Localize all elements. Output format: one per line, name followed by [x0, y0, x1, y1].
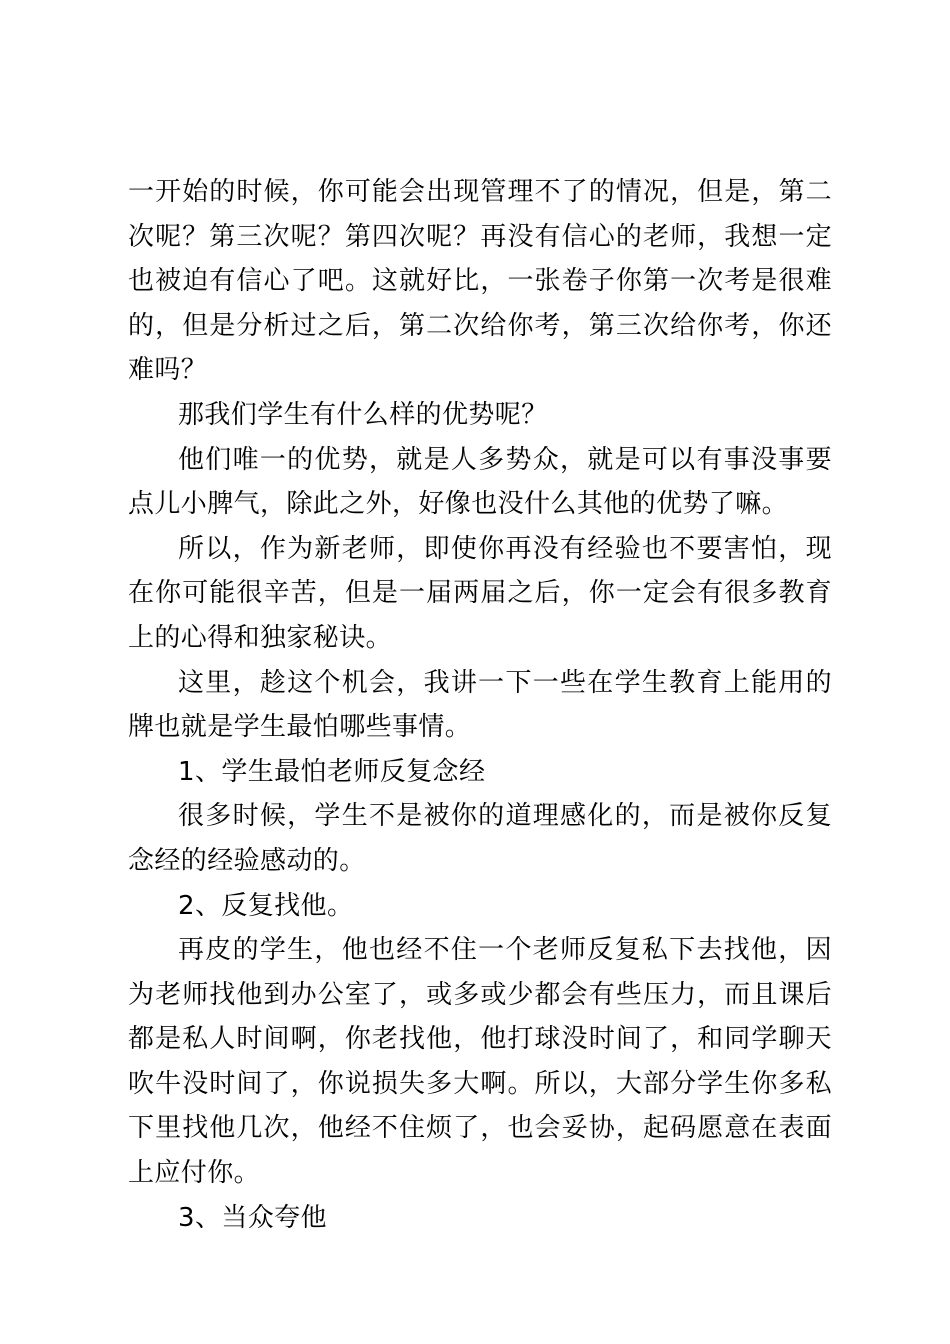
paragraph-question-advantage: 那我们学生有什么样的优势呢？ [178, 399, 548, 430]
paragraph-student-advantage: 他们唯一的优势，就是人多势众，就是可以有事没事要点儿小脾气，除此之外，好像也没什么其他的优势了嘛。 [128, 444, 832, 520]
paragraph-tip-2-body: 再皮的学生，他也经不住一个老师反复私下去找他，因为老师找他到办公室了，或多或少都会有些压力，而且课后都是私人时间啊，你老找他，他打球没时间了，和同学聊天吹牛没时间了，你说损失多大啊。所以，大部分学生你多私下里找他几次，他经不住烦了，也会妥协，起码愿意在表面上应付你。 [128, 935, 832, 1189]
heading-tip-3: 3、当众夸他 [178, 1202, 327, 1233]
paragraph-new-teacher-advice: 所以，作为新老师，即使你再没有经验也不要害怕，现在你可能很辛苦，但是一届两届之后，你一定会有很多教育上的心得和独家秘诀。 [128, 533, 832, 653]
heading-tip-1: 1、学生最怕老师反复念经 [178, 756, 486, 787]
paragraph-tip-1-body: 很多时候，学生不是被你的道理感化的，而是被你反复念经的经验感动的。 [128, 801, 832, 876]
paragraph-intro-tips: 这里，趁这个机会，我讲一下一些在学生教育上能用的牌也就是学生最怕哪些事情。 [128, 667, 832, 743]
heading-tip-2: 2、反复找他。 [178, 890, 354, 921]
document-page [128, 170, 832, 1240]
paragraph-opening: 一开始的时候，你可能会出现管理不了的情况，但是，第二次呢？第三次呢？第四次呢？再没有信心的老师，我想一定也被迫有信心了吧。这就好比，一张卷子你第一次考是很难的，但是分析过之后，第二次给你考，第三次给你考，你还难吗？ [128, 177, 832, 386]
